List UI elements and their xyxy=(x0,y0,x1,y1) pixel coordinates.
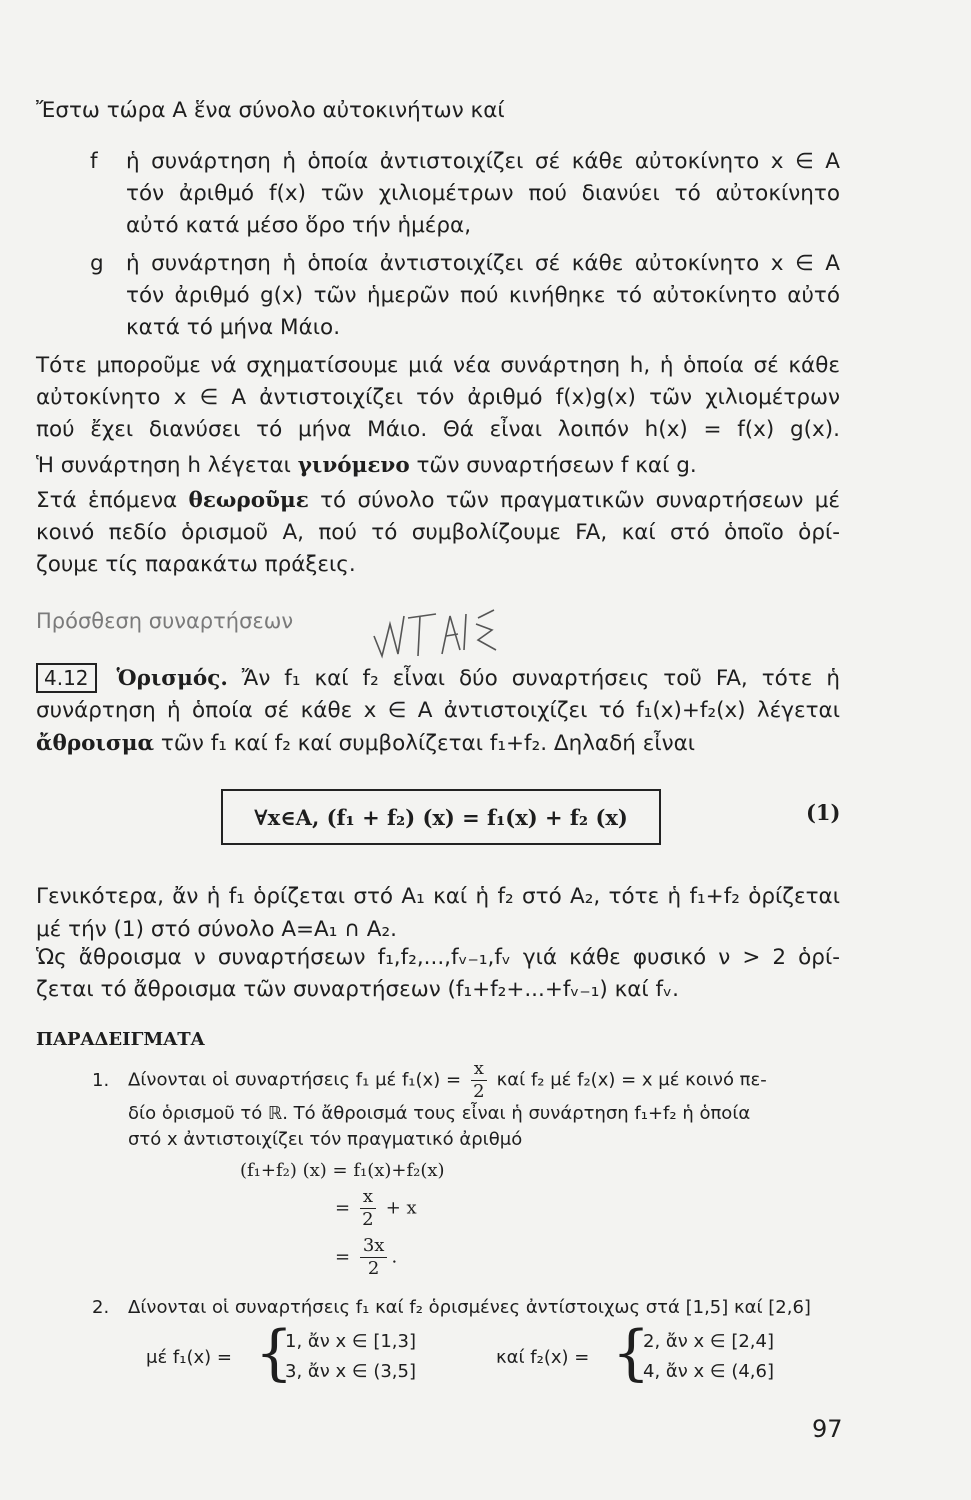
general-line2: μέ τήν (1) στό σύνολο A=A₁ ∩ A₂. xyxy=(36,917,397,942)
example2-f1-case2: 3, ἄν x ∈ (3,5] xyxy=(285,1361,416,1382)
example2-f2-case1: 2, ἄν x ∈ [2,4] xyxy=(643,1331,774,1352)
definition-number: 4.12 xyxy=(36,663,97,693)
calc2-eq: = xyxy=(335,1197,351,1219)
example2-line1: Δίνονται οἱ συναρτήσεις f₁ καί f₂ ὁρισμένες ἀντίστοιχως στά [1,5] καί [2,6] xyxy=(128,1297,811,1318)
example1-fraction xyxy=(471,1058,487,1103)
g-def-line2: τόν ἀριθμό g(x) τῶν ἡμερῶν πού κινήθηκε τό αὐτοκίνητο αὐτό xyxy=(126,283,840,308)
para-h-line2: αὐτοκίνητο x ∈ A ἀντιστοιχίζει τόν ἀριθμό f(x)g(x) τῶν χιλιομέτρων xyxy=(36,385,840,410)
calc3-post: . xyxy=(391,1246,398,1268)
example1-line1 xyxy=(128,1058,767,1103)
definition-line1-text: Ἄν f₁ καί f₂ εἶναι δύο συναρτήσεις τοῦ FA, τότε ἡ xyxy=(241,666,840,691)
example1-line2: δίο ὁρισμοῦ τό ℝ. Τό ἄθροισμά τους εἶναι ἡ συνάρτηση f₁+f₂ ἡ ὁποία xyxy=(128,1103,751,1124)
sum-n-line1: Ὡς ἄθροισμα ν συναρτήσεων f₁,f₂,...,fᵥ₋₁,fᵥ γιά κάθε φυσικό ν > 2 ὁρί- xyxy=(36,945,840,970)
para-product-pre: Ἡ συνάρτηση h λέγεται xyxy=(36,453,298,478)
f2-brace: { xyxy=(612,1318,651,1388)
para-consider-post: τό σύνολο τῶν πραγματικῶν συναρτήσεων μέ xyxy=(308,488,840,513)
example2-number: 2. xyxy=(92,1297,110,1318)
para-consider-bold: θεωροῦμε xyxy=(188,488,309,513)
general-line1: Γενικότερα, ἄν ἡ f₁ ὁρίζεται στό A₁ καί ἡ f₂ στό A₂, τότε ἡ f₁+f₂ ὁρίζεται xyxy=(36,884,840,909)
f-def-line3: αὐτό κατά μέσο ὅρο τήν ἡμέρα, xyxy=(126,213,472,238)
example1-frac-den: 2 xyxy=(473,1081,485,1102)
calc3-den: 2 xyxy=(367,1258,380,1279)
calc2-num: x xyxy=(360,1186,376,1209)
section-heading: Πρόσθεση συναρτήσεων xyxy=(36,609,294,633)
example1-calc1: (f₁+f₂) (x) = f₁(x)+f₂(x) xyxy=(240,1160,445,1181)
para-h-line1: Τότε μποροῦμε νά σχηματίσουμε μιά νέα συνάρτηση h, ἡ ὁποία σέ κάθε xyxy=(36,353,840,378)
definition-bold-term: ἄθροισμα xyxy=(36,731,155,756)
f-symbol: f xyxy=(90,149,98,174)
example2-f1-case1: 1, ἄν x ∈ [1,3] xyxy=(285,1331,416,1352)
definition-line1 xyxy=(36,662,840,696)
para-consider-pre: Στά ἑπόμενα xyxy=(36,488,189,513)
g-symbol: g xyxy=(90,251,104,276)
g-def-line1: ἡ συνάρτηση ἡ ὁποία ἀντιστοιχίζει σέ κάθε αὐτοκίνητο x ∈ A xyxy=(126,251,840,276)
definition-label: Ὁρισμός. xyxy=(116,666,228,691)
para-product-bold: γινόμενο xyxy=(297,453,410,478)
calc3-fraction xyxy=(360,1235,388,1280)
g-def-line3: κατά τό μήνα Μάιο. xyxy=(126,315,341,340)
para-h-line3: πού ἔχει διανύσει τό μήνα Μάιο. Θά εἶναι λοιπόν h(x) = f(x) g(x). xyxy=(36,417,840,442)
handwritten-scribble xyxy=(368,606,504,662)
example2-f1-label: μέ f₁(x) = xyxy=(146,1347,232,1368)
para-product xyxy=(36,449,697,483)
intro-line: Ἔστω τώρα Α ἕνα σύνολο αὐτοκινήτων καί xyxy=(36,98,505,123)
definition-line3 xyxy=(36,727,695,761)
example1-frac-num: x xyxy=(471,1058,487,1081)
sum-n-line2: ζεται τό ἄθροισμα τῶν συναρτήσεων (f₁+f₂+...+fᵥ₋₁) καί fᵥ. xyxy=(36,977,679,1002)
example2-f2-label: καί f₂(x) = xyxy=(496,1347,590,1368)
definition-line3-post: τῶν f₁ καί f₂ καί συμβολίζεται f₁+f₂. Δηλαδή εἶναι xyxy=(154,731,696,756)
para-consider-line3: ζουμε τίς παρακάτω πράξεις. xyxy=(36,552,356,577)
calc3-num: 3x xyxy=(360,1235,388,1258)
example1-line1-post: καί f₂ μέ f₂(x) = x μέ κοινό πε- xyxy=(496,1069,767,1091)
equation-number: (1) xyxy=(806,800,841,825)
examples-heading: ΠΑΡΑΔΕΙΓΜΑΤΑ xyxy=(36,1029,205,1050)
calc2-post: + x xyxy=(385,1197,417,1219)
para-consider-line2: κοινό πεδίο ὁρισμοῦ Α, πού τό συμβολίζουμε FA, καί στό ὁποῖο ὁρί- xyxy=(36,520,840,545)
calc3-eq: = xyxy=(335,1246,351,1268)
f-def-line2: τόν ἀριθμό f(x) τῶν χιλιομέτρων πού διανύει τό αὐτοκίνητο xyxy=(126,181,840,206)
example2-f2-case2: 4, ἄν x ∈ (4,6] xyxy=(643,1361,774,1382)
f-def-line1: ἡ συνάρτηση ἡ ὁποία ἀντιστοιχίζει σέ κάθε αὐτοκίνητο x ∈ A xyxy=(126,149,840,174)
example1-number: 1. xyxy=(92,1070,110,1091)
example1-calc3 xyxy=(335,1235,397,1280)
page-number: 97 xyxy=(812,1415,843,1443)
example1-calc2 xyxy=(335,1186,417,1231)
example1-line1-pre: Δίνονται οἱ συναρτήσεις f₁ μέ f₁(x) = xyxy=(128,1069,462,1091)
para-product-post: τῶν συναρτήσεων f καί g. xyxy=(409,453,697,478)
para-consider-line1 xyxy=(36,484,840,518)
f1-brace: { xyxy=(255,1318,294,1388)
example1-line3: στό x ἀντιστοιχίζει τόν πραγματικό ἀριθμό xyxy=(128,1129,523,1150)
calc2-fraction xyxy=(360,1186,376,1231)
equation-text: ∀x∈A, (f₁ + f₂) (x) = f₁(x) + f₂ (x) xyxy=(254,804,628,830)
definition-line2: συνάρτηση ἡ ὁποία σέ κάθε x ∈ A ἀντιστοιχίζει τό f₁(x)+f₂(x) λέγεται xyxy=(36,698,840,723)
equation-box xyxy=(221,789,661,845)
calc2-den: 2 xyxy=(362,1209,374,1230)
